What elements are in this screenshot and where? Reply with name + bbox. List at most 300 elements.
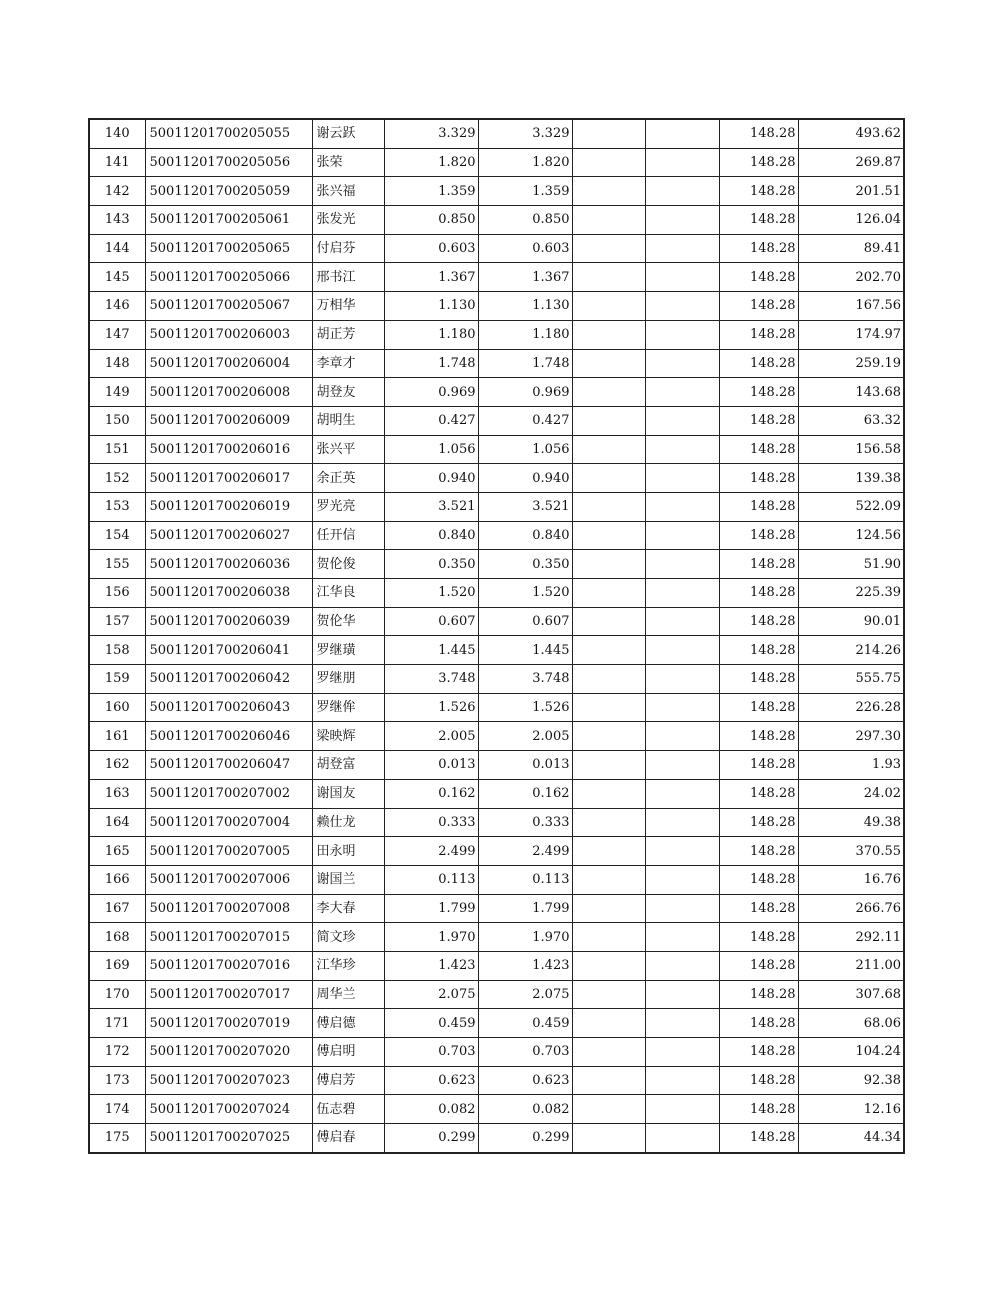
name-cell: 罗继璜	[312, 636, 384, 665]
amount-cell: 211.00	[798, 951, 904, 980]
table-row	[89, 865, 904, 894]
value-b-cell: 1.445	[478, 636, 572, 665]
value-d-cell	[645, 177, 719, 206]
value-a-cell: 0.427	[384, 406, 478, 435]
household-code-cell: 50011201700206019	[145, 492, 312, 521]
value-c-cell	[572, 579, 645, 608]
value-a-cell: 3.748	[384, 665, 478, 694]
name-cell: 罗继侔	[312, 693, 384, 722]
row-number-cell: 161	[89, 722, 145, 751]
name-cell: 罗光亮	[312, 492, 384, 521]
table-row	[89, 1009, 904, 1038]
amount-cell: 307.68	[798, 980, 904, 1009]
unit-price-cell: 148.28	[719, 923, 798, 952]
value-b-cell: 1.526	[478, 693, 572, 722]
unit-price-cell: 148.28	[719, 464, 798, 493]
household-code-cell: 50011201700206027	[145, 521, 312, 550]
table-row	[89, 1038, 904, 1067]
value-c-cell	[572, 349, 645, 378]
household-code-cell: 50011201700205066	[145, 263, 312, 292]
name-cell: 谢国兰	[312, 865, 384, 894]
household-code-cell: 50011201700207008	[145, 894, 312, 923]
amount-cell: 167.56	[798, 292, 904, 321]
unit-price-cell: 148.28	[719, 521, 798, 550]
row-number-cell: 144	[89, 234, 145, 263]
name-cell: 胡正芳	[312, 320, 384, 349]
value-d-cell	[645, 665, 719, 694]
table-row	[89, 263, 904, 292]
row-number-cell: 141	[89, 148, 145, 177]
value-c-cell	[572, 1009, 645, 1038]
name-cell: 李章才	[312, 349, 384, 378]
value-d-cell	[645, 579, 719, 608]
value-a-cell: 1.970	[384, 923, 478, 952]
value-a-cell: 0.350	[384, 550, 478, 579]
row-number-cell: 150	[89, 406, 145, 435]
name-cell: 胡登富	[312, 751, 384, 780]
amount-cell: 214.26	[798, 636, 904, 665]
unit-price-cell: 148.28	[719, 1124, 798, 1153]
table-row	[89, 435, 904, 464]
value-b-cell: 1.520	[478, 579, 572, 608]
value-c-cell	[572, 378, 645, 407]
value-c-cell	[572, 148, 645, 177]
unit-price-cell: 148.28	[719, 693, 798, 722]
amount-cell: 292.11	[798, 923, 904, 952]
value-a-cell: 1.359	[384, 177, 478, 206]
amount-cell: 174.97	[798, 320, 904, 349]
value-a-cell: 0.940	[384, 464, 478, 493]
row-number-cell: 142	[89, 177, 145, 206]
value-a-cell: 3.521	[384, 492, 478, 521]
value-c-cell	[572, 980, 645, 1009]
value-c-cell	[572, 1066, 645, 1095]
household-code-cell: 50011201700207023	[145, 1066, 312, 1095]
value-d-cell	[645, 951, 719, 980]
value-b-cell: 1.130	[478, 292, 572, 321]
table-row	[89, 1124, 904, 1153]
value-d-cell	[645, 865, 719, 894]
value-b-cell: 0.703	[478, 1038, 572, 1067]
value-a-cell: 1.526	[384, 693, 478, 722]
value-a-cell: 1.367	[384, 263, 478, 292]
value-b-cell: 0.162	[478, 779, 572, 808]
value-d-cell	[645, 435, 719, 464]
value-d-cell	[645, 894, 719, 923]
unit-price-cell: 148.28	[719, 722, 798, 751]
value-b-cell: 0.969	[478, 378, 572, 407]
value-a-cell: 0.013	[384, 751, 478, 780]
value-d-cell	[645, 263, 719, 292]
value-a-cell: 2.075	[384, 980, 478, 1009]
value-c-cell	[572, 406, 645, 435]
name-cell: 任开信	[312, 521, 384, 550]
value-b-cell: 1.820	[478, 148, 572, 177]
unit-price-cell: 148.28	[719, 751, 798, 780]
row-number-cell: 165	[89, 837, 145, 866]
table-row	[89, 349, 904, 378]
value-c-cell	[572, 1095, 645, 1124]
amount-cell: 90.01	[798, 607, 904, 636]
row-number-cell: 153	[89, 492, 145, 521]
amount-cell: 555.75	[798, 665, 904, 694]
value-d-cell	[645, 349, 719, 378]
value-d-cell	[645, 1095, 719, 1124]
value-c-cell	[572, 894, 645, 923]
value-d-cell	[645, 406, 719, 435]
household-code-cell: 50011201700207015	[145, 923, 312, 952]
row-number-cell: 166	[89, 865, 145, 894]
value-d-cell	[645, 751, 719, 780]
value-a-cell: 0.840	[384, 521, 478, 550]
table-row	[89, 521, 904, 550]
household-code-cell: 50011201700207016	[145, 951, 312, 980]
row-number-cell: 140	[89, 119, 145, 148]
value-a-cell: 0.459	[384, 1009, 478, 1038]
row-number-cell: 146	[89, 292, 145, 321]
amount-cell: 269.87	[798, 148, 904, 177]
amount-cell: 493.62	[798, 119, 904, 148]
row-number-cell: 172	[89, 1038, 145, 1067]
row-number-cell: 152	[89, 464, 145, 493]
value-a-cell: 1.180	[384, 320, 478, 349]
table-row	[89, 550, 904, 579]
table-row	[89, 1066, 904, 1095]
value-c-cell	[572, 837, 645, 866]
name-cell: 周华兰	[312, 980, 384, 1009]
value-b-cell: 1.359	[478, 177, 572, 206]
row-number-cell: 174	[89, 1095, 145, 1124]
table-row	[89, 722, 904, 751]
unit-price-cell: 148.28	[719, 951, 798, 980]
unit-price-cell: 148.28	[719, 1066, 798, 1095]
value-d-cell	[645, 119, 719, 148]
value-a-cell: 0.607	[384, 607, 478, 636]
value-a-cell: 3.329	[384, 119, 478, 148]
table-row	[89, 579, 904, 608]
value-d-cell	[645, 1038, 719, 1067]
table-row	[89, 951, 904, 980]
name-cell: 罗继朋	[312, 665, 384, 694]
row-number-cell: 170	[89, 980, 145, 1009]
name-cell: 贺伦俊	[312, 550, 384, 579]
row-number-cell: 157	[89, 607, 145, 636]
amount-cell: 51.90	[798, 550, 904, 579]
value-b-cell: 1.367	[478, 263, 572, 292]
table-row	[89, 148, 904, 177]
table-row	[89, 636, 904, 665]
value-c-cell	[572, 779, 645, 808]
table-row	[89, 206, 904, 235]
unit-price-cell: 148.28	[719, 665, 798, 694]
unit-price-cell: 148.28	[719, 177, 798, 206]
name-cell: 田永明	[312, 837, 384, 866]
value-d-cell	[645, 607, 719, 636]
value-d-cell	[645, 521, 719, 550]
table-row	[89, 406, 904, 435]
value-c-cell	[572, 292, 645, 321]
value-d-cell	[645, 378, 719, 407]
household-code-cell: 50011201700207020	[145, 1038, 312, 1067]
household-code-cell: 50011201700205065	[145, 234, 312, 263]
name-cell: 李大春	[312, 894, 384, 923]
value-c-cell	[572, 550, 645, 579]
household-code-cell: 50011201700206047	[145, 751, 312, 780]
amount-cell: 92.38	[798, 1066, 904, 1095]
value-b-cell: 0.082	[478, 1095, 572, 1124]
value-a-cell: 1.820	[384, 148, 478, 177]
household-code-cell: 50011201700205061	[145, 206, 312, 235]
household-code-cell: 50011201700207002	[145, 779, 312, 808]
unit-price-cell: 148.28	[719, 1095, 798, 1124]
unit-price-cell: 148.28	[719, 378, 798, 407]
value-b-cell: 0.459	[478, 1009, 572, 1038]
value-d-cell	[645, 1066, 719, 1095]
value-d-cell	[645, 923, 719, 952]
value-b-cell: 1.799	[478, 894, 572, 923]
amount-cell: 139.38	[798, 464, 904, 493]
household-code-cell: 50011201700207006	[145, 865, 312, 894]
value-a-cell: 1.423	[384, 951, 478, 980]
table-row	[89, 378, 904, 407]
amount-cell: 16.76	[798, 865, 904, 894]
table-row	[89, 837, 904, 866]
value-a-cell: 0.299	[384, 1124, 478, 1153]
household-code-cell: 50011201700206004	[145, 349, 312, 378]
table-row	[89, 464, 904, 493]
household-code-cell: 50011201700206017	[145, 464, 312, 493]
value-b-cell: 1.423	[478, 951, 572, 980]
household-code-cell: 50011201700207005	[145, 837, 312, 866]
value-a-cell: 2.499	[384, 837, 478, 866]
value-b-cell: 0.850	[478, 206, 572, 235]
amount-cell: 12.16	[798, 1095, 904, 1124]
value-b-cell: 0.113	[478, 865, 572, 894]
value-b-cell: 2.005	[478, 722, 572, 751]
value-a-cell: 0.703	[384, 1038, 478, 1067]
row-number-cell: 148	[89, 349, 145, 378]
unit-price-cell: 148.28	[719, 550, 798, 579]
amount-cell: 24.02	[798, 779, 904, 808]
household-code-cell: 50011201700206041	[145, 636, 312, 665]
value-a-cell: 1.799	[384, 894, 478, 923]
value-c-cell	[572, 923, 645, 952]
value-a-cell: 0.623	[384, 1066, 478, 1095]
household-code-cell: 50011201700205056	[145, 148, 312, 177]
value-a-cell: 0.850	[384, 206, 478, 235]
amount-cell: 126.04	[798, 206, 904, 235]
value-b-cell: 3.748	[478, 665, 572, 694]
row-number-cell: 171	[89, 1009, 145, 1038]
amount-cell: 201.51	[798, 177, 904, 206]
table-row	[89, 1095, 904, 1124]
table-row	[89, 779, 904, 808]
value-b-cell: 0.350	[478, 550, 572, 579]
unit-price-cell: 148.28	[719, 837, 798, 866]
value-d-cell	[645, 206, 719, 235]
value-b-cell: 0.840	[478, 521, 572, 550]
value-a-cell: 0.603	[384, 234, 478, 263]
unit-price-cell: 148.28	[719, 1009, 798, 1038]
table-row	[89, 808, 904, 837]
name-cell: 胡明生	[312, 406, 384, 435]
household-code-cell: 50011201700206016	[145, 435, 312, 464]
value-a-cell: 0.162	[384, 779, 478, 808]
row-number-cell: 169	[89, 951, 145, 980]
unit-price-cell: 148.28	[719, 435, 798, 464]
unit-price-cell: 148.28	[719, 263, 798, 292]
table-row	[89, 923, 904, 952]
value-c-cell	[572, 808, 645, 837]
value-d-cell	[645, 550, 719, 579]
unit-price-cell: 148.28	[719, 1038, 798, 1067]
value-d-cell	[645, 837, 719, 866]
value-d-cell	[645, 779, 719, 808]
row-number-cell: 175	[89, 1124, 145, 1153]
value-c-cell	[572, 320, 645, 349]
data-table-container	[88, 118, 905, 1154]
household-code-cell: 50011201700206038	[145, 579, 312, 608]
value-c-cell	[572, 206, 645, 235]
household-code-cell: 50011201700206042	[145, 665, 312, 694]
row-number-cell: 151	[89, 435, 145, 464]
value-b-cell: 0.607	[478, 607, 572, 636]
unit-price-cell: 148.28	[719, 234, 798, 263]
row-number-cell: 154	[89, 521, 145, 550]
unit-price-cell: 148.28	[719, 320, 798, 349]
value-b-cell: 0.940	[478, 464, 572, 493]
unit-price-cell: 148.28	[719, 119, 798, 148]
value-c-cell	[572, 665, 645, 694]
household-code-cell: 50011201700207019	[145, 1009, 312, 1038]
household-code-cell: 50011201700206036	[145, 550, 312, 579]
value-b-cell: 2.075	[478, 980, 572, 1009]
amount-cell: 49.38	[798, 808, 904, 837]
unit-price-cell: 148.28	[719, 492, 798, 521]
row-number-cell: 159	[89, 665, 145, 694]
table-row	[89, 980, 904, 1009]
row-number-cell: 143	[89, 206, 145, 235]
amount-cell: 225.39	[798, 579, 904, 608]
amount-cell: 1.93	[798, 751, 904, 780]
row-number-cell: 156	[89, 579, 145, 608]
household-code-cell: 50011201700205055	[145, 119, 312, 148]
amount-cell: 266.76	[798, 894, 904, 923]
value-c-cell	[572, 1038, 645, 1067]
unit-price-cell: 148.28	[719, 779, 798, 808]
name-cell: 傅启德	[312, 1009, 384, 1038]
value-d-cell	[645, 320, 719, 349]
value-a-cell: 1.130	[384, 292, 478, 321]
table-row	[89, 751, 904, 780]
unit-price-cell: 148.28	[719, 808, 798, 837]
unit-price-cell: 148.28	[719, 406, 798, 435]
name-cell: 傅启芳	[312, 1066, 384, 1095]
name-cell: 赖仕龙	[312, 808, 384, 837]
table-row	[89, 693, 904, 722]
value-b-cell: 0.013	[478, 751, 572, 780]
row-number-cell: 149	[89, 378, 145, 407]
value-a-cell: 1.748	[384, 349, 478, 378]
value-c-cell	[572, 693, 645, 722]
value-b-cell: 2.499	[478, 837, 572, 866]
value-c-cell	[572, 521, 645, 550]
value-c-cell	[572, 607, 645, 636]
name-cell: 万相华	[312, 292, 384, 321]
row-number-cell: 163	[89, 779, 145, 808]
name-cell: 江华珍	[312, 951, 384, 980]
value-c-cell	[572, 435, 645, 464]
value-c-cell	[572, 951, 645, 980]
row-number-cell: 173	[89, 1066, 145, 1095]
name-cell: 贺伦华	[312, 607, 384, 636]
name-cell: 张兴福	[312, 177, 384, 206]
table-row	[89, 234, 904, 263]
unit-price-cell: 148.28	[719, 148, 798, 177]
household-code-cell: 50011201700205067	[145, 292, 312, 321]
name-cell: 余正英	[312, 464, 384, 493]
amount-cell: 370.55	[798, 837, 904, 866]
amount-cell: 68.06	[798, 1009, 904, 1038]
table-row	[89, 492, 904, 521]
name-cell: 张兴平	[312, 435, 384, 464]
unit-price-cell: 148.28	[719, 636, 798, 665]
row-number-cell: 160	[89, 693, 145, 722]
value-b-cell: 3.329	[478, 119, 572, 148]
amount-cell: 44.34	[798, 1124, 904, 1153]
name-cell: 胡登友	[312, 378, 384, 407]
amount-cell: 124.56	[798, 521, 904, 550]
value-d-cell	[645, 636, 719, 665]
value-b-cell: 1.970	[478, 923, 572, 952]
value-a-cell: 1.056	[384, 435, 478, 464]
row-number-cell: 147	[89, 320, 145, 349]
amount-cell: 522.09	[798, 492, 904, 521]
name-cell: 张发光	[312, 206, 384, 235]
household-code-cell: 50011201700207017	[145, 980, 312, 1009]
name-cell: 邢书江	[312, 263, 384, 292]
value-b-cell: 0.603	[478, 234, 572, 263]
value-c-cell	[572, 722, 645, 751]
unit-price-cell: 148.28	[719, 894, 798, 923]
name-cell: 付启芬	[312, 234, 384, 263]
value-b-cell: 1.748	[478, 349, 572, 378]
row-number-cell: 155	[89, 550, 145, 579]
unit-price-cell: 148.28	[719, 865, 798, 894]
row-number-cell: 167	[89, 894, 145, 923]
household-code-cell: 50011201700206046	[145, 722, 312, 751]
amount-cell: 63.32	[798, 406, 904, 435]
value-a-cell: 0.113	[384, 865, 478, 894]
value-d-cell	[645, 234, 719, 263]
row-number-cell: 145	[89, 263, 145, 292]
table-row	[89, 119, 904, 148]
unit-price-cell: 148.28	[719, 607, 798, 636]
value-b-cell: 0.623	[478, 1066, 572, 1095]
row-number-cell: 158	[89, 636, 145, 665]
amount-cell: 202.70	[798, 263, 904, 292]
value-a-cell: 0.082	[384, 1095, 478, 1124]
value-b-cell: 0.333	[478, 808, 572, 837]
value-d-cell	[645, 292, 719, 321]
value-c-cell	[572, 751, 645, 780]
value-d-cell	[645, 148, 719, 177]
table-row	[89, 292, 904, 321]
amount-cell: 297.30	[798, 722, 904, 751]
household-code-cell: 50011201700206003	[145, 320, 312, 349]
value-c-cell	[572, 1124, 645, 1153]
value-d-cell	[645, 722, 719, 751]
